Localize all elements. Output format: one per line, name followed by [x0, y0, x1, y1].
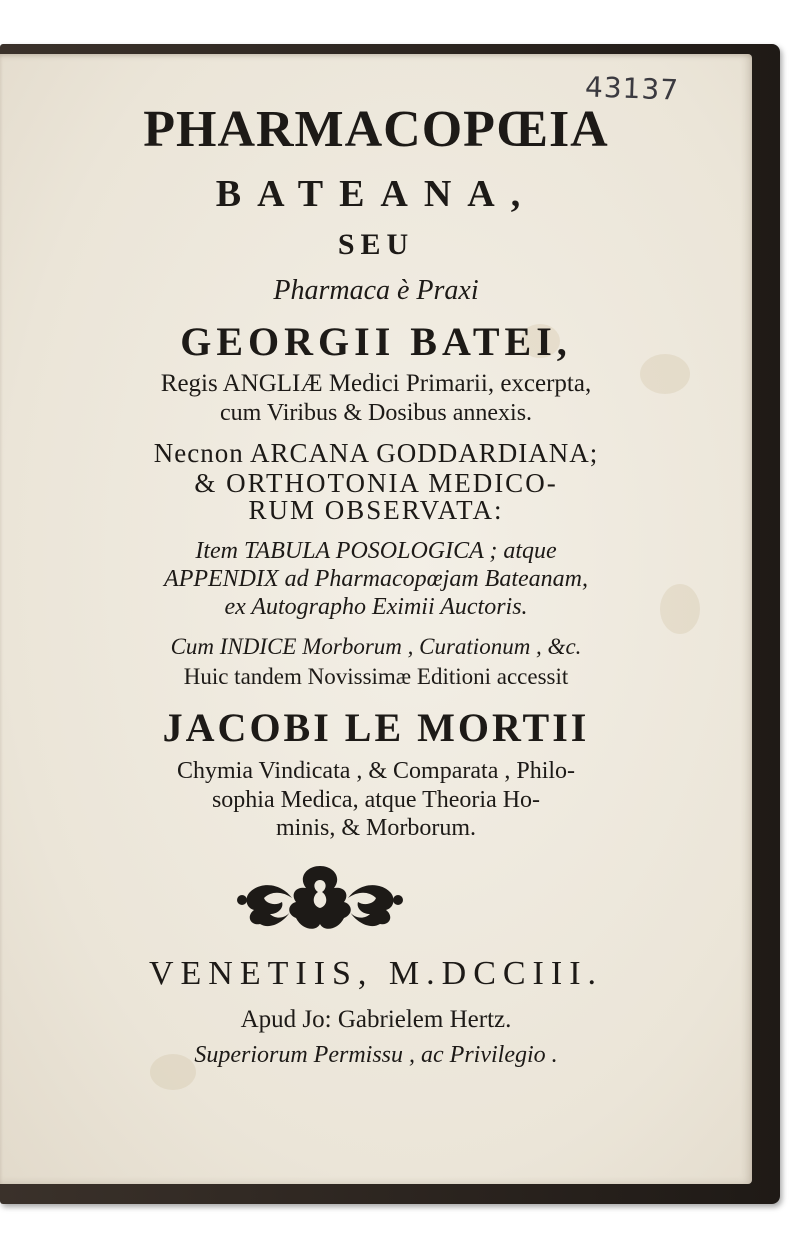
- huic-tandem-line: Huic tandem Novissimæ Editioni accessit: [183, 664, 569, 689]
- minis-line: minis, & Morborum.: [275, 815, 476, 841]
- rum-observata-line: RUM OBSERVATA:: [248, 495, 504, 525]
- title-line-1: PHARMACOPŒIA: [143, 101, 609, 158]
- pharmaca-line: Pharmaca è Praxi: [273, 275, 479, 306]
- item-tabula-line: Item TABULA POSOLOGICA ; atque: [195, 538, 557, 564]
- handwritten-shelf-number: 43137: [584, 70, 680, 107]
- seu-line: SEU: [337, 228, 415, 261]
- jacobi-le-mortii: JACOBI LE MORTII: [162, 705, 590, 750]
- privilege-line: Superiorum Permissu , ac Privilegio .: [194, 1042, 558, 1068]
- title-line-2: BATEANA,: [215, 173, 537, 215]
- regis-line: Regis ANGLIÆ Medici Primarii, excerpta,: [160, 370, 592, 397]
- chymia-line: Chymia Vindicata , & Comparata , Philo-: [176, 758, 576, 784]
- printer-line: Apud Jo: Gabrielem Hertz.: [240, 1006, 512, 1033]
- sophia-line: sophia Medica, atque Theoria Ho-: [211, 787, 541, 813]
- author-name: GEORGII BATEI,: [180, 319, 572, 364]
- cum-viribus-line: cum Viribus & Dosibus annexis.: [219, 400, 533, 426]
- appendix-line: APPENDIX ad Pharmacopœjam Bateanam,: [164, 566, 588, 592]
- cum-indice-line: Cum INDICE Morborum , Curationum , &c.: [170, 634, 582, 659]
- ex-autographo-line: ex Autographo Eximii Auctoris.: [224, 594, 528, 620]
- printers-ornament: [236, 860, 404, 938]
- orthotonia-line: & ORTHOTONIA MEDICO-: [194, 468, 558, 498]
- necnon-line: Necnon ARCANA GODDARDIANA;: [153, 438, 599, 468]
- imprint-place-date: VENETIIS, M.DCCIII.: [148, 955, 604, 992]
